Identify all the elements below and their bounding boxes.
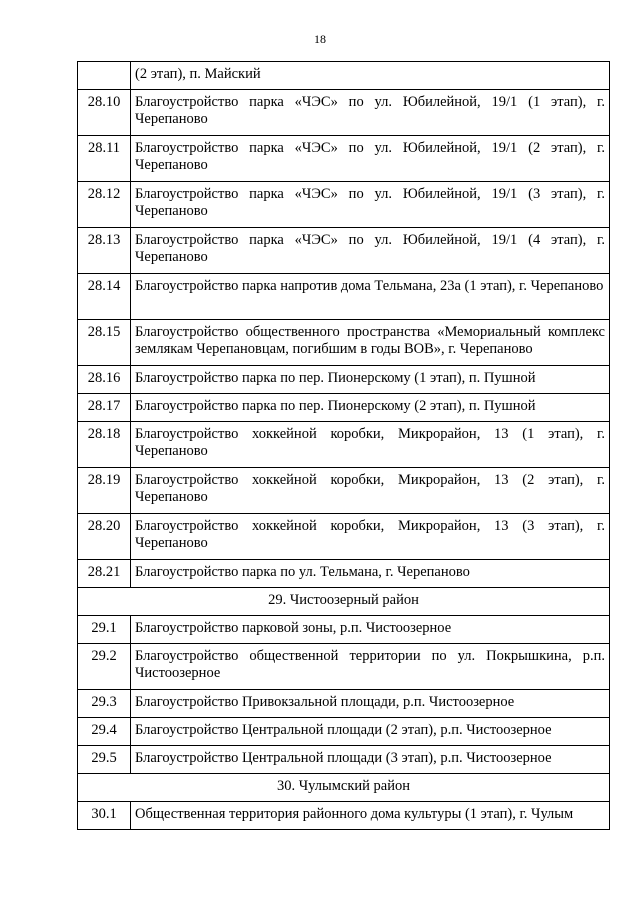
row-description: (2 этап), п. Майский	[131, 62, 610, 90]
table-row	[78, 746, 610, 774]
row-description: Благоустройство хоккейной коробки, Микрорайон, 13 (3 этап), г. Черепаново	[131, 514, 610, 560]
row-number: 28.14	[78, 274, 131, 320]
row-description: Благоустройство парка по ул. Тельмана, г. Черепаново	[131, 560, 610, 588]
table-row	[78, 802, 610, 830]
row-number: 29.3	[78, 690, 131, 718]
row-number	[78, 62, 131, 90]
row-number: 28.19	[78, 468, 131, 514]
table-row	[78, 560, 610, 588]
table-row	[78, 366, 610, 394]
row-number: 28.21	[78, 560, 131, 588]
section-row	[78, 588, 610, 616]
row-number: 28.20	[78, 514, 131, 560]
row-number: 29.2	[78, 644, 131, 690]
page-number: 18	[314, 32, 326, 46]
table-row	[78, 616, 610, 644]
table-row	[78, 718, 610, 746]
table-row	[78, 468, 610, 514]
row-number: 28.12	[78, 182, 131, 228]
row-number: 29.4	[78, 718, 131, 746]
table-row	[78, 690, 610, 718]
row-description: Благоустройство парковой зоны, р.п. Чистоозерное	[131, 616, 610, 644]
row-description: Благоустройство парка по пер. Пионерскому (1 этап), п. Пушной	[131, 366, 610, 394]
table-row	[78, 644, 610, 690]
section-row	[78, 774, 610, 802]
row-number: 28.10	[78, 90, 131, 136]
row-description: Благоустройство парка «ЧЭС» по ул. Юбилейной, 19/1 (1 этап), г. Черепаново	[131, 90, 610, 136]
table-row	[78, 394, 610, 422]
row-number: 30.1	[78, 802, 131, 830]
table-row	[78, 136, 610, 182]
row-number: 28.18	[78, 422, 131, 468]
row-description: Благоустройство общественной территории по ул. Покрышкина, р.п. Чистоозерное	[131, 644, 610, 690]
row-number: 29.1	[78, 616, 131, 644]
row-description: Благоустройство парка «ЧЭС» по ул. Юбилейной, 19/1 (2 этап), г. Черепаново	[131, 136, 610, 182]
table-row	[78, 228, 610, 274]
table-row	[78, 182, 610, 228]
row-description: Благоустройство хоккейной коробки, Микрорайон, 13 (2 этап), г. Черепаново	[131, 468, 610, 514]
row-number: 28.16	[78, 366, 131, 394]
table-row	[78, 320, 610, 366]
row-number: 28.15	[78, 320, 131, 366]
row-description: Благоустройство Центральной площади (3 этап), р.п. Чистоозерное	[131, 746, 610, 774]
table-row	[78, 514, 610, 560]
row-number: 28.13	[78, 228, 131, 274]
row-description: Общественная территория районного дома культуры (1 этап), г. Чулым	[131, 802, 610, 830]
section-heading: 29. Чистоозерный район	[78, 588, 610, 616]
row-number: 28.17	[78, 394, 131, 422]
row-description: Благоустройство хоккейной коробки, Микрорайон, 13 (1 этап), г. Черепаново	[131, 422, 610, 468]
table-row	[78, 274, 610, 320]
projects-table	[77, 61, 610, 830]
table-row	[78, 422, 610, 468]
section-heading: 30. Чулымский район	[78, 774, 610, 802]
row-description: Благоустройство Привокзальной площади, р.п. Чистоозерное	[131, 690, 610, 718]
row-description: Благоустройство Центральной площади (2 этап), р.п. Чистоозерное	[131, 718, 610, 746]
row-number: 29.5	[78, 746, 131, 774]
row-description: Благоустройство парка напротив дома Тельмана, 23а (1 этап), г. Черепаново	[131, 274, 610, 320]
row-description: Благоустройство парка «ЧЭС» по ул. Юбилейной, 19/1 (3 этап), г. Черепаново	[131, 182, 610, 228]
row-description: Благоустройство парка по пер. Пионерскому (2 этап), п. Пушной	[131, 394, 610, 422]
row-description: Благоустройство парка «ЧЭС» по ул. Юбилейной, 19/1 (4 этап), г. Черепаново	[131, 228, 610, 274]
row-description: Благоустройство общественного пространства «Мемориальный комплекс землякам Черепановцам, погибшим в годы ВОВ», г. Черепаново	[131, 320, 610, 366]
table-row	[78, 90, 610, 136]
row-number: 28.11	[78, 136, 131, 182]
table-row	[78, 62, 610, 90]
